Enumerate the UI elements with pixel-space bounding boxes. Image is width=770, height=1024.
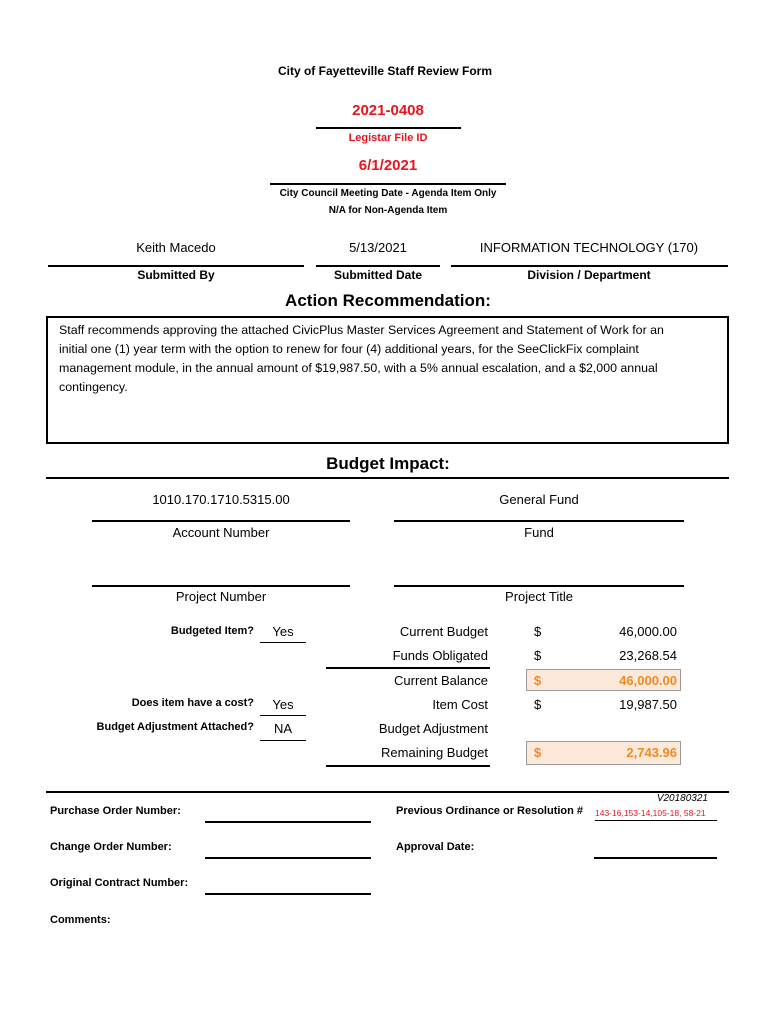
- submitted-by-underline: [48, 265, 304, 267]
- budget-adjustment-label: Budget Adjustment: [378, 721, 488, 736]
- purchase-order-label: Purchase Order Number:: [50, 805, 181, 817]
- budgeted-item-underline: [260, 642, 306, 643]
- previous-ordinance-value: 143-16,153-14,105-18, 58-21: [595, 808, 706, 818]
- submitted-date-underline: [316, 265, 440, 267]
- budget-impact-heading: Budget Impact:: [326, 454, 450, 473]
- action-recommendation-heading: Action Recommendation:: [285, 291, 491, 310]
- action-line: initial one (1) year term with the option to renew for four (4) additional years, for the SeeClickFix complaint: [59, 342, 639, 356]
- submitted-date-value: 5/13/2021: [349, 240, 407, 255]
- item-cost-value: 19,987.50: [619, 697, 677, 712]
- action-recommendation-box: [46, 316, 729, 444]
- fund-underline: [394, 520, 684, 522]
- legistar-file-id-value: 2021-0408: [352, 102, 424, 119]
- remaining-budget-currency: $: [534, 745, 542, 760]
- legistar-file-id-label: Legistar File ID: [348, 132, 428, 144]
- original-contract-underline: [205, 893, 371, 895]
- meeting-date-underline: [270, 183, 506, 185]
- original-contract-label: Original Contract Number:: [50, 877, 189, 889]
- action-line: Staff recommends approving the attached CivicPlus Master Services Agreement and Statement of Work for an: [59, 323, 664, 337]
- comments-label: Comments:: [50, 914, 111, 926]
- budgeted-item-label: Budgeted Item?: [170, 625, 254, 637]
- account-number-underline: [92, 520, 350, 522]
- current-balance-label: Current Balance: [394, 673, 488, 688]
- budgeted-item-value: Yes: [272, 624, 294, 639]
- fund-label: Fund: [524, 525, 554, 540]
- approval-date-underline: [594, 857, 717, 859]
- submitted-date-label: Submitted Date: [333, 268, 422, 282]
- footer-rule: [46, 791, 729, 793]
- previous-ordinance-underline: [595, 820, 717, 821]
- legistar-underline: [316, 127, 461, 129]
- purchase-order-underline: [205, 821, 371, 823]
- budget-adjustment-attached-label: Budget Adjustment Attached?: [96, 721, 254, 733]
- project-title-label: Project Title: [505, 589, 573, 604]
- item-cost-currency: $: [534, 697, 542, 712]
- change-order-underline: [205, 857, 371, 859]
- has-cost-underline: [260, 715, 306, 716]
- action-line: contingency.: [59, 380, 128, 394]
- current-balance-currency: $: [534, 673, 542, 688]
- budget-adjustment-attached-underline: [260, 740, 306, 741]
- item-cost-label: Item Cost: [432, 697, 488, 712]
- remaining-budget-label: Remaining Budget: [381, 745, 488, 760]
- project-title-underline: [394, 585, 684, 587]
- approval-date-label: Approval Date:: [396, 841, 475, 853]
- previous-ordinance-label: Previous Ordinance or Resolution #: [396, 805, 584, 817]
- budget-impact-rule: [46, 477, 729, 479]
- account-number-value: 1010.170.1710.5315.00: [152, 492, 290, 507]
- has-cost-label: Does item have a cost?: [131, 697, 254, 709]
- funds-obligated-label: Funds Obligated: [392, 648, 488, 663]
- remaining-budget-value: 2,743.96: [626, 745, 677, 760]
- current-balance-value: 46,000.00: [619, 673, 677, 688]
- funds-obligated-rule: [326, 667, 490, 669]
- submitted-by-label: Submitted By: [137, 268, 215, 282]
- budget-adjustment-attached-value: NA: [273, 721, 293, 736]
- division-value: INFORMATION TECHNOLOGY (170): [479, 240, 699, 255]
- has-cost-value: Yes: [272, 697, 294, 712]
- meeting-date-value: 6/1/2021: [358, 157, 418, 174]
- current-budget-value: 46,000.00: [619, 624, 677, 639]
- current-budget-currency: $: [534, 624, 542, 639]
- funds-obligated-currency: $: [534, 648, 542, 663]
- meeting-date-label: City Council Meeting Date - Agenda Item Only: [279, 188, 497, 199]
- project-number-underline: [92, 585, 350, 587]
- action-line: management module, in the annual amount of $19,987.50, with a 5% annual escalation, and a $2,000 annual: [59, 361, 658, 375]
- current-budget-label: Current Budget: [399, 624, 488, 639]
- action-recommendation-text: [59, 321, 664, 397]
- division-underline: [451, 265, 728, 267]
- division-label: Division / Department: [527, 268, 651, 282]
- form-title: City of Fayetteville Staff Review Form: [277, 64, 493, 78]
- change-order-label: Change Order Number:: [50, 841, 172, 853]
- meeting-date-note: N/A for Non-Agenda Item: [328, 205, 448, 216]
- fund-value: General Fund: [499, 492, 579, 507]
- project-number-label: Project Number: [175, 589, 267, 604]
- account-number-label: Account Number: [172, 525, 270, 540]
- remaining-budget-rule: [326, 765, 490, 767]
- submitted-by-value: Keith Macedo: [136, 240, 216, 255]
- funds-obligated-value: 23,268.54: [619, 648, 677, 663]
- version-stamp: V20180321: [656, 793, 708, 804]
